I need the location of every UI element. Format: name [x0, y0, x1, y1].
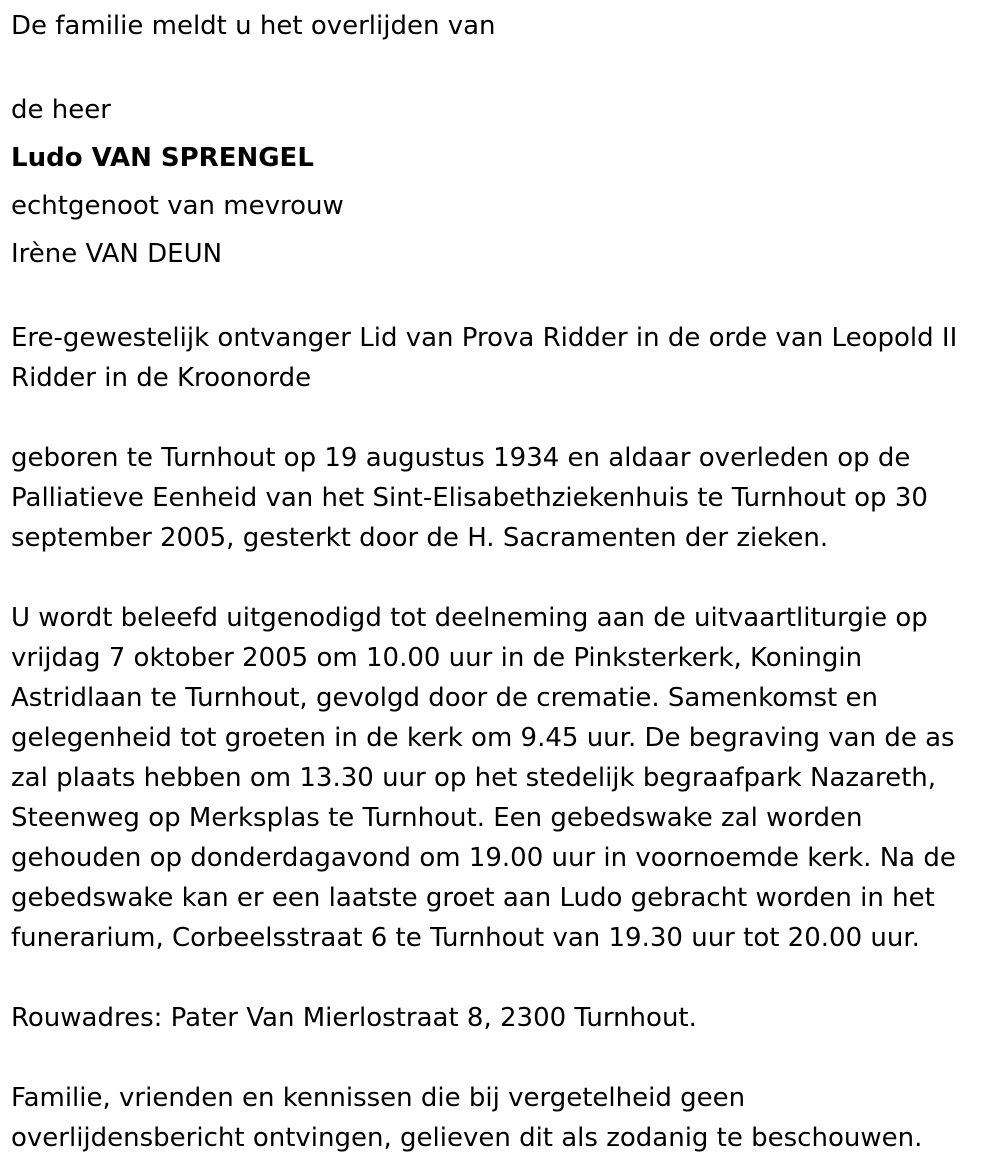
paragraph-line: Familie, vrienden en kennissen die bij vergetelheid geen	[11, 1083, 746, 1113]
paragraph-line: geboren te Turnhout op 19 augustus 1934 en aldaar overleden op de	[11, 443, 911, 473]
spacer	[11, 46, 986, 86]
spacer	[11, 1038, 986, 1078]
spacer	[11, 278, 986, 318]
salutation: de heer	[11, 95, 111, 125]
closing-paragraph	[11, 1078, 986, 1158]
paragraph-line: september 2005, gesterkt door de H. Sacramenten der zieken.	[11, 523, 829, 553]
titles-line: Ere-gewestelijk ontvanger Lid van Prova Ridder in de orde van Leopold II	[11, 323, 958, 353]
funeral-paragraph	[11, 598, 986, 958]
paragraph-line: gebedswake kan er een laatste groet aan Ludo gebracht worden in het	[11, 883, 935, 913]
obituary-document	[11, 6, 986, 1158]
paragraph-line: funerarium, Corbeelsstraat 6 te Turnhout van 19.30 uur tot 20.00 uur.	[11, 923, 920, 953]
spacer	[11, 558, 986, 598]
spacer	[11, 398, 986, 438]
spouse-label: echtgenoot van mevrouw	[11, 191, 344, 221]
paragraph-line: vrijdag 7 oktober 2005 om 10.00 uur in de Pinksterkerk, Koningin	[11, 643, 863, 673]
titles-line: Ridder in de Kroonorde	[11, 363, 312, 393]
paragraph-line: gehouden op donderdagavond om 19.00 uur in voornoemde kerk. Na de	[11, 843, 956, 873]
paragraph-line: Steenweg op Merksplas te Turnhout. Een gebedswake zal worden	[11, 803, 863, 833]
deceased-name: Ludo VAN SPRENGEL	[11, 143, 314, 173]
spouse-name: Irène VAN DEUN	[11, 239, 223, 269]
paragraph-line: Palliatieve Eenheid van het Sint-Elisabethziekenhuis te Turnhout op 30	[11, 483, 928, 513]
intro-text: De familie meldt u het overlijden van	[11, 11, 496, 41]
spacer	[11, 958, 986, 998]
paragraph-line: overlijdensbericht ontvingen, gelieven dit als zodanig te beschouwen.	[11, 1123, 923, 1153]
mourning-address: Rouwadres: Pater Van Mierlostraat 8, 2300 Turnhout.	[11, 1003, 697, 1033]
paragraph-line: zal plaats hebben om 13.30 uur op het stedelijk begraafpark Nazareth,	[11, 763, 937, 793]
paragraph-line: Astridlaan te Turnhout, gevolgd door de crematie. Samenkomst en	[11, 683, 878, 713]
paragraph-line: U wordt beleefd uitgenodigd tot deelneming aan de uitvaartliturgie op	[11, 603, 928, 633]
birth-death-paragraph	[11, 438, 986, 558]
paragraph-line: gelegenheid tot groeten in de kerk om 9.45 uur. De begraving van de as	[11, 723, 955, 753]
